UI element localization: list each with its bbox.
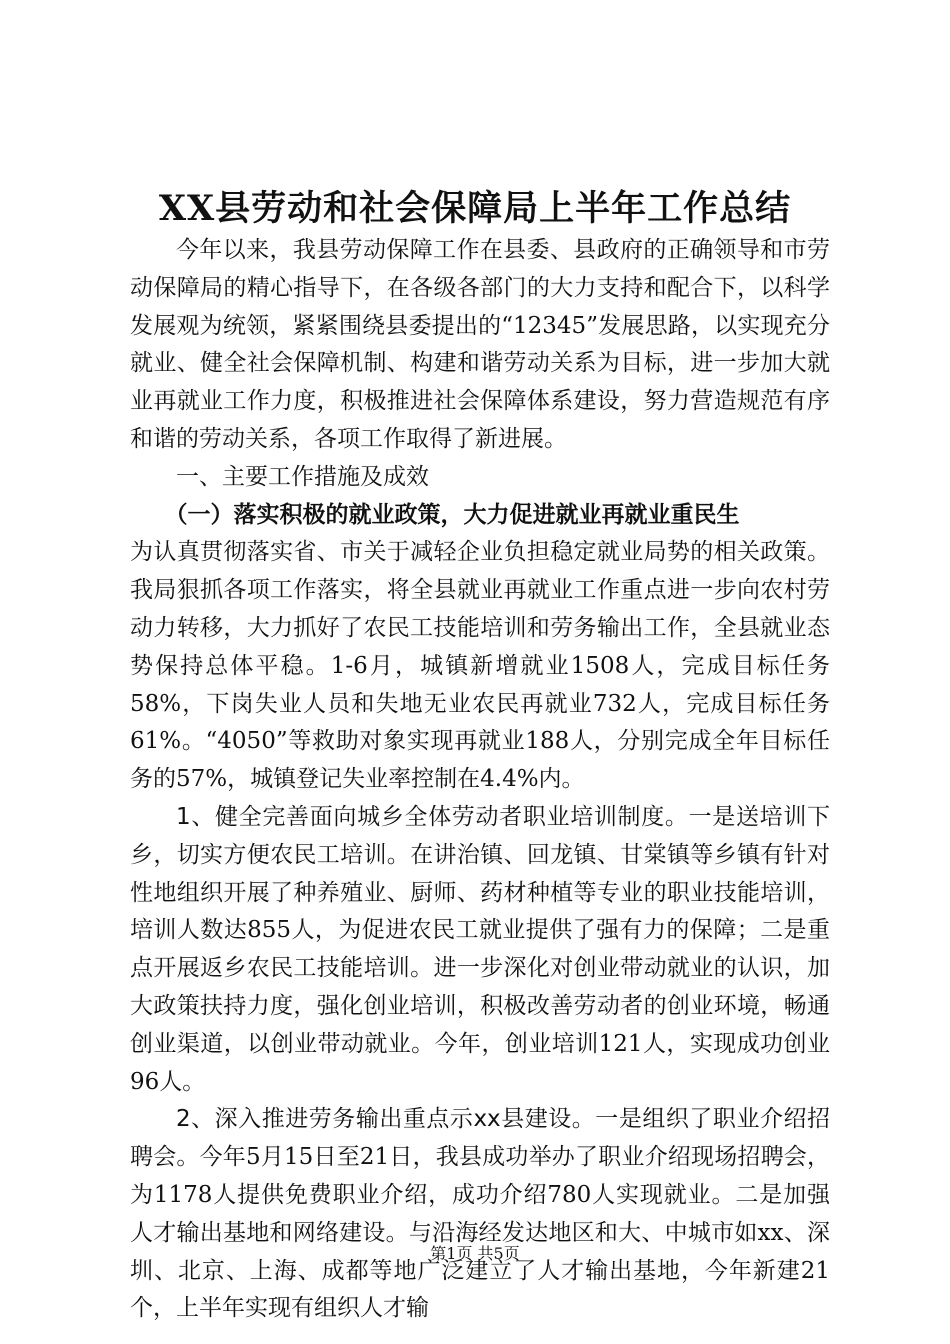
document-title: XX县劳动和社会保障局上半年工作总结 xyxy=(158,188,792,229)
document-body xyxy=(130,232,830,1328)
page-footer: 第1页 共5页 xyxy=(430,1244,520,1263)
item1-body: 一是送培训下乡，切实方便农民工培训。在讲治镇、回龙镇、甘棠镇等乡镇有针对性地组织开展了种养殖业、厨师、药材种植等专业的职业技能培训，培训人数达855人，为促进农民工就业提供了强有力的保障；二是重点开展返乡农民工技能培训。进一步深化对创业带动就业的认识，加大政策扶持力度，强化创业培训，积极改善劳动者的创业环境，畅通创业渠道，以创业带动就业。今年，创业培训121人，实现成功创业96人。 xyxy=(130,803,830,1095)
item2-lead: 2、深入推进劳务输出重点示xx县建设。 xyxy=(176,1106,596,1133)
subsection-heading: （一）落实积极的就业政策，大力促进就业再就业重民生 xyxy=(164,501,740,528)
item1-paragraph xyxy=(130,799,830,1101)
item1-lead: 1、健全完善面向城乡全体劳动者职业培训制度。 xyxy=(176,803,689,830)
item2-paragraph xyxy=(130,1101,830,1328)
section-heading: 一、主要工作措施及成效 xyxy=(176,463,429,490)
intro-paragraph: 今年以来，我县劳动保障工作在县委、县政府的正确领导和市劳动保障局的精心指导下，在各级各部门的大力支持和配合下，以科学发展观为统领，紧紧围绕县委提出的“12345”发展思路，以实现充分就业、健全社会保障机制、构建和谐劳动关系为目标，进一步加大就业再就业工作力度，积极推进社会保障体系建设，努力营造规范有序和谐的劳动关系，各项工作取得了新进展。 xyxy=(130,237,830,452)
subsection-body-paragraph: 为认真贯彻落实省、市关于减轻企业负担稳定就业局势的相关政策。我局狠抓各项工作落实，将全县就业再就业工作重点进一步向农村劳动力转移，大力抓好了农民工技能培训和劳务输出工作，全县就业态势保持总体平稳。1-6月，城镇新增就业1508人，完成目标任务58%，下岗失业人员和失地无业农民再就业732人，完成目标任务61%。“4050”等救助对象实现再就业188人，分别完成全年目标任务的57%，城镇登记失业率控制在4.4%内。 xyxy=(130,539,830,793)
subsection-heading-paragraph xyxy=(130,497,830,535)
item2-body: 一是组织了职业介绍招聘会。今年5月15日至21日，我县成功举办了职业介绍现场招聘会，为1178人提供免费职业介绍，成功介绍780人实现就业。二是加强人才输出基地和网络建设。与沿海经发达地区和大、中城市如xx、深圳、北京、上海、成都等地广泛建立了人才输出基地，今年新建21个，上半年实现有组织人才输 xyxy=(130,1106,831,1322)
